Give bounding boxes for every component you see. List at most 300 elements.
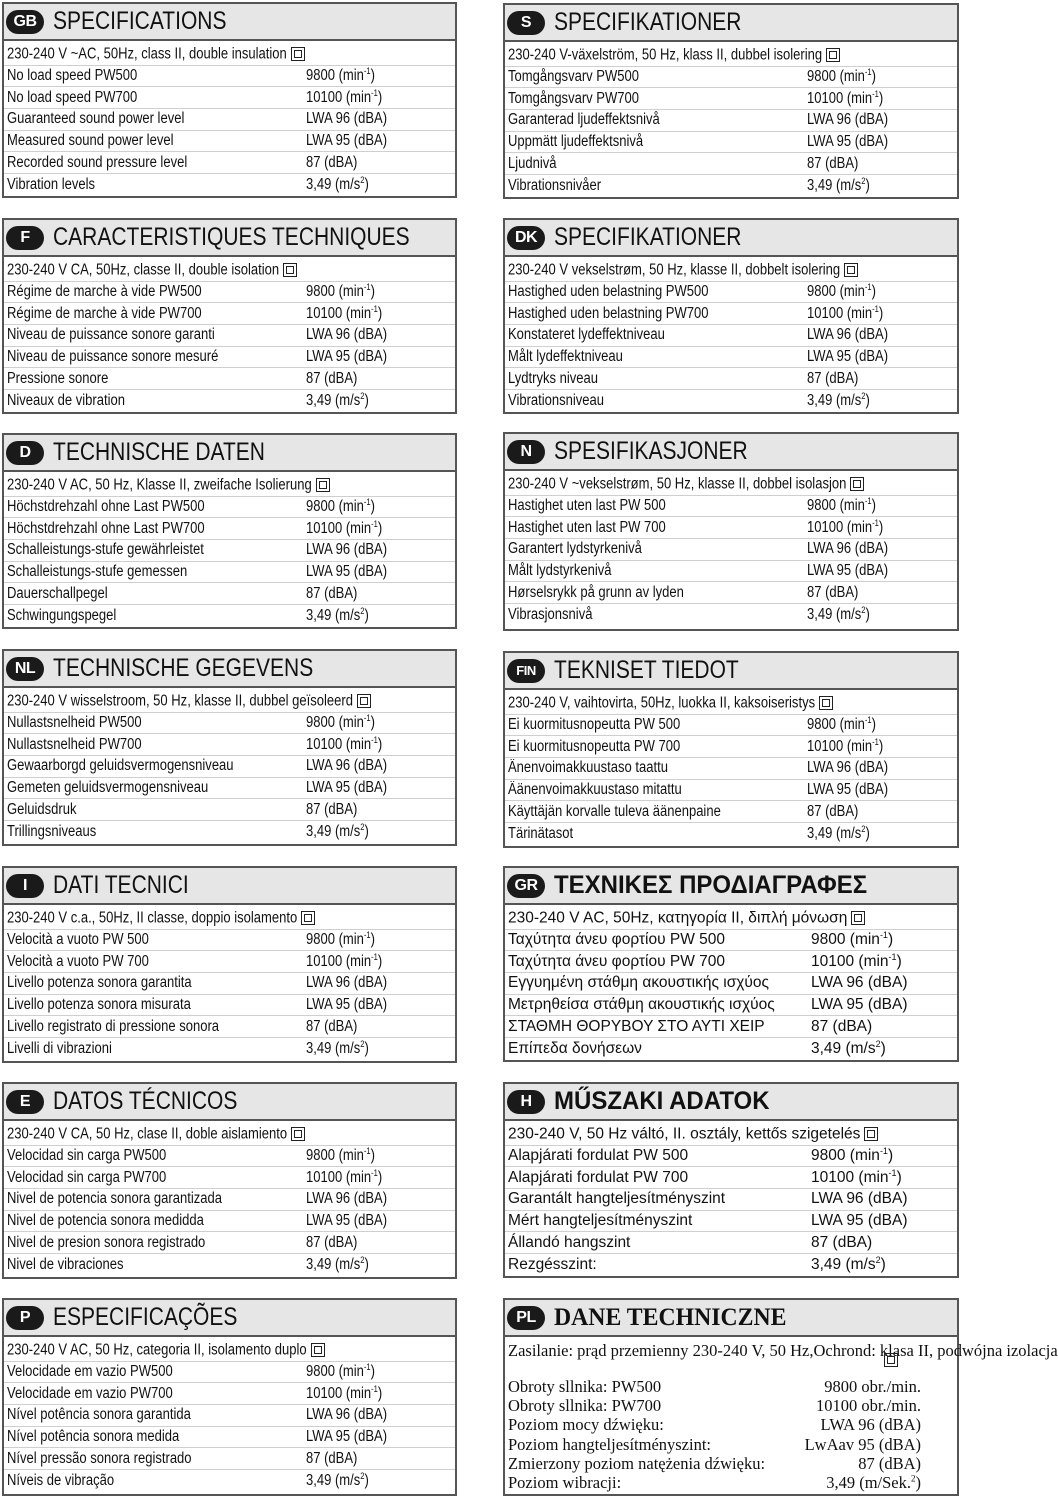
spec-row	[505, 325, 957, 347]
language-badge: PL	[507, 1306, 545, 1330]
supply-text: 230-240 V-växelström, 50 Hz, klass II, dubbel isolering	[508, 46, 823, 64]
spec-value-text	[306, 564, 387, 580]
spec-label	[508, 1190, 725, 1208]
spec-value-exponent: -1	[872, 88, 879, 99]
supply-line-2: Ochrond: klasa II, podwójna izolacja	[813, 1341, 1058, 1360]
spec-value-exponent: 2	[360, 1038, 365, 1049]
spec-value-text	[306, 997, 387, 1013]
spec-value	[811, 953, 902, 971]
spec-value-text	[807, 303, 884, 322]
spec-value	[306, 1256, 381, 1274]
spec-value	[306, 392, 381, 410]
spec-panel-p	[2, 1298, 457, 1496]
spec-value	[306, 996, 402, 1014]
spec-panel-nl	[2, 649, 457, 846]
spec-label	[7, 326, 254, 344]
spec-rows	[4, 41, 455, 196]
spec-label	[508, 716, 713, 734]
panel-header	[4, 651, 455, 688]
spec-label-text: Régime de marche à vide PW500	[7, 283, 202, 301]
spec-row	[505, 995, 957, 1017]
panel-title: TECHNISCHE DATEN	[53, 438, 265, 466]
spec-row	[4, 995, 455, 1017]
spec-value	[306, 154, 367, 172]
language-badge: E	[6, 1090, 44, 1114]
spec-value-text	[306, 586, 357, 602]
spec-value-text	[811, 1169, 902, 1186]
spec-value-text	[816, 1396, 921, 1415]
spec-value-exponent: -1	[363, 1145, 371, 1156]
spec-rows	[4, 1337, 455, 1492]
spec-value-text	[811, 1256, 886, 1273]
spec-value-main: LWA 95 (dBA)	[306, 1428, 388, 1446]
spec-label	[7, 305, 239, 323]
spec-row	[4, 1167, 455, 1189]
spec-label	[7, 132, 205, 150]
spec-label-text: Hastighed uden belastning PW500	[508, 283, 709, 301]
spec-row	[4, 930, 455, 952]
spec-value-close: )	[370, 1147, 375, 1165]
spec-value-text	[807, 175, 870, 194]
spec-value-text	[811, 1190, 907, 1207]
spec-value-exponent: 2	[911, 1473, 916, 1484]
spec-row	[505, 110, 957, 132]
spec-row	[505, 1146, 957, 1168]
supply-text: 230-240 V AC, 50 Hz, categoria II, isolamento duplo	[7, 1341, 307, 1359]
spec-label	[7, 1450, 227, 1468]
spec-value-main: LWA 95 (dBA)	[306, 996, 388, 1014]
spec-value-main: 87 (dBA)	[306, 369, 358, 387]
supply-text: 230-240 V vekselstrøm, 50 Hz, klasse II, dobbelt isolering	[508, 261, 841, 279]
spec-label-text: Ei kuormitusnopeutta PW 700	[508, 737, 681, 755]
spec-value-text	[807, 604, 870, 623]
spec-row	[4, 756, 455, 778]
spec-row	[4, 347, 455, 369]
panel-header	[4, 435, 455, 472]
spec-row	[4, 1448, 455, 1470]
spec-value-text	[807, 390, 870, 409]
spec-value-text	[807, 804, 858, 820]
spec-label-text: Nullastsnelheid PW700	[7, 735, 142, 753]
spec-value	[306, 1406, 402, 1424]
spec-value	[306, 714, 388, 732]
spec-value-main: LWA 96 (dBA)	[807, 759, 889, 777]
spec-row	[505, 582, 957, 604]
spec-label	[7, 392, 147, 410]
spec-rows	[4, 688, 455, 843]
language-badge: H	[507, 1090, 545, 1114]
spec-value	[306, 953, 397, 971]
spec-value	[807, 716, 889, 734]
spec-value	[811, 1212, 907, 1230]
spec-row	[4, 1254, 455, 1276]
spec-row	[4, 1427, 455, 1449]
spec-label	[508, 996, 775, 1014]
spec-value-text	[811, 1212, 907, 1229]
spec-panel-gb	[2, 2, 457, 198]
spec-row	[505, 1473, 957, 1492]
spec-value	[807, 392, 882, 410]
spec-value-exponent: 2	[861, 823, 866, 834]
spec-label-text: Poziom wibracji:	[508, 1473, 622, 1493]
spec-row	[4, 174, 455, 196]
spec-value	[306, 283, 388, 301]
spec-label-text: Vibration levels	[7, 175, 96, 193]
supply-row	[4, 691, 455, 713]
spec-value-text	[306, 133, 387, 149]
spec-value-main: 87 (dBA)	[306, 800, 358, 818]
spec-row	[4, 1146, 455, 1168]
spec-value	[306, 1385, 397, 1403]
spec-label	[7, 1472, 135, 1490]
spec-value-text	[306, 802, 357, 818]
spec-label	[7, 953, 176, 971]
spec-label-text: Nivel de potencia sonora garantizada	[7, 1190, 222, 1208]
spec-value-exponent: -1	[371, 951, 378, 962]
spec-value-main: LWA 95 (dBA)	[811, 996, 908, 1014]
spec-label-text: Obroty sllnika: PW500	[508, 1376, 662, 1396]
spec-value-main: LWA 96 (dBA)	[306, 1406, 388, 1424]
spec-value-main: LWA 96 (dBA)	[807, 540, 889, 558]
spec-value	[306, 1040, 381, 1058]
spec-value-text	[306, 1145, 375, 1165]
spec-label	[508, 1454, 765, 1474]
spec-label-text: Målt lydstyrkenivå	[508, 562, 612, 580]
spec-label	[508, 392, 622, 410]
spec-value-text	[811, 931, 893, 948]
spec-value-main: 10100 (min	[306, 1168, 372, 1186]
spec-value-text	[306, 734, 383, 753]
spec-label	[7, 1406, 226, 1424]
spec-row	[505, 132, 957, 154]
spec-value-text	[807, 112, 888, 128]
spec-row	[4, 152, 455, 174]
spec-label-text: Garantert lydstyrkenivå	[508, 540, 642, 558]
spec-label-text: Nullastsnelheid PW500	[7, 714, 142, 732]
spec-value-exponent: -1	[888, 1167, 897, 1178]
spec-rows	[4, 257, 455, 412]
spec-label-text: Trillingsniveaus	[7, 822, 97, 840]
spec-panel-dk	[503, 218, 959, 414]
spec-value-main: 10100 (min	[306, 735, 372, 753]
spec-value-close: )	[880, 1255, 886, 1273]
spec-panel-i	[2, 866, 457, 1063]
spec-value-close: )	[370, 931, 375, 949]
spec-value-close: )	[370, 498, 375, 516]
panel-title: TECHNISCHE GEGEVENS	[53, 654, 314, 682]
spec-value-exponent: -1	[363, 65, 371, 76]
spec-label-text: Velocidade em vazio PW500	[7, 1363, 173, 1381]
supply-row	[4, 260, 455, 282]
spec-row	[4, 562, 455, 584]
language-badge: DK	[507, 226, 545, 250]
spec-row	[505, 282, 957, 304]
spec-row	[4, 282, 455, 304]
spec-row	[4, 1211, 455, 1233]
spec-value-main: 9800 (min	[306, 283, 364, 301]
spec-value-main: LWA 95 (dBA)	[807, 781, 889, 799]
double-insulation-icon	[311, 1343, 325, 1357]
spec-rows	[4, 1121, 455, 1276]
spec-row	[4, 368, 455, 390]
spec-label	[7, 283, 239, 301]
spec-row	[4, 390, 455, 412]
spec-value-text	[306, 155, 357, 171]
spec-label-text: Nivel de vibraciones	[7, 1255, 124, 1273]
spec-rows	[505, 257, 957, 412]
spec-value-close: )	[887, 1147, 894, 1165]
spec-label	[7, 714, 167, 732]
spec-value-text	[807, 156, 858, 172]
spec-value-text	[306, 303, 383, 322]
spec-row	[505, 496, 957, 518]
spec-value	[306, 498, 388, 516]
spec-value	[306, 1363, 388, 1381]
spec-row	[505, 823, 957, 845]
spec-label	[508, 370, 615, 388]
spec-label-text: Zmierzony poziom natężenia dźwięku:	[508, 1453, 766, 1473]
supply-label	[508, 911, 847, 927]
supply-text: 230-240 V AC, 50 Hz, Klasse II, zweifache Isolierung	[7, 476, 312, 494]
spec-label	[508, 974, 769, 992]
spec-value-close: )	[880, 1039, 886, 1057]
spec-value-main: LWA 95 (dBA)	[306, 779, 388, 797]
spec-value	[306, 823, 381, 841]
spec-value	[306, 520, 397, 538]
spec-label-text: Schalleistungs-stufe gemessen	[7, 563, 188, 581]
supply-row	[4, 908, 455, 930]
spec-label	[508, 519, 696, 537]
spec-label-text: Επίπεδα δονήσεων	[508, 1039, 642, 1057]
spec-label-text: Niveaux de vibration	[7, 391, 125, 409]
spec-label-text: Recorded sound pressure level	[7, 153, 188, 171]
spec-value-exponent: -1	[888, 951, 897, 962]
spec-value	[306, 541, 402, 559]
panel-title: DATI TECNICI	[53, 871, 189, 899]
spec-value-main: 10100 (min	[807, 737, 873, 755]
panel-header	[505, 653, 957, 690]
spec-label-text: Alapjárati fordulat PW 500	[508, 1147, 689, 1165]
spec-value	[811, 1234, 872, 1252]
spec-label	[7, 1212, 241, 1230]
spec-value-text	[306, 712, 375, 732]
spec-label	[7, 541, 241, 559]
spec-value-exponent: 2	[861, 390, 866, 401]
spec-label	[7, 1169, 197, 1187]
spec-value	[811, 1018, 872, 1036]
spec-row	[4, 1383, 455, 1405]
spec-label-text: Änenvoimakkuustaso taattu	[508, 759, 668, 777]
panel-header	[505, 5, 957, 42]
spec-row	[4, 1362, 455, 1384]
spec-label-text: Ljudnivå	[508, 154, 557, 172]
spec-value-text	[306, 975, 387, 991]
spec-value-main: 87 (dBA)	[858, 1453, 921, 1473]
spec-value	[306, 585, 367, 603]
spec-label	[7, 585, 127, 603]
supply-text: 230-240 V ~AC, 50Hz, class II, double insulation	[7, 45, 287, 63]
double-insulation-icon	[316, 478, 330, 492]
spec-label-text: Εγγυημένη στάθμη ακουστικής ισχύος	[508, 974, 769, 992]
spec-value-text	[811, 1018, 872, 1035]
spec-value	[807, 738, 898, 756]
spec-value-close: )	[865, 824, 870, 842]
spec-value-text	[807, 760, 888, 776]
spec-value-text	[306, 780, 387, 796]
spec-value	[306, 607, 381, 625]
spec-label	[7, 1018, 259, 1036]
spec-value-main: 9800 (min	[807, 68, 865, 86]
spec-value	[306, 1147, 388, 1165]
spec-row	[4, 325, 455, 347]
spec-label-text: Schalleistungs-stufe gewährleistet	[7, 541, 204, 559]
spec-label-text: Poziom hangteljesítményszint:	[508, 1434, 712, 1454]
spec-value-text	[807, 714, 876, 734]
spec-value	[826, 1473, 921, 1493]
spec-value	[306, 1018, 367, 1036]
spec-value	[306, 563, 402, 581]
language-badge: GB	[6, 10, 44, 34]
spec-row	[505, 1254, 957, 1276]
spec-row	[4, 303, 455, 325]
spec-value	[306, 176, 381, 194]
spec-value	[816, 1396, 921, 1416]
spec-row	[505, 175, 957, 197]
spec-label-text: Tomgångsvarv PW700	[508, 89, 639, 107]
spec-label-text: Nível potência sonora medida	[7, 1428, 180, 1446]
spec-label-text: Velocidad sin carga PW500	[7, 1147, 167, 1165]
supply-text: 230-240 V, vaihtovirta, 50Hz, luokka II, kaksoiseristys	[508, 694, 816, 712]
spec-rows	[505, 905, 957, 1060]
spec-value-text	[306, 1451, 357, 1467]
spec-value	[807, 90, 898, 108]
spec-value-text	[306, 281, 375, 301]
spec-value-close: )	[915, 1473, 921, 1493]
spec-value-close: )	[364, 1255, 369, 1273]
language-badge: F	[6, 226, 44, 250]
spec-value	[811, 1169, 902, 1187]
spec-value-text	[807, 495, 876, 515]
panel-title: DATOS TÉCNICOS	[53, 1087, 238, 1115]
spec-label-text: Ταχύτητα άνευ φορτίου PW 500	[508, 931, 726, 949]
spec-row	[4, 778, 455, 800]
spec-label	[508, 759, 698, 777]
spec-row	[505, 758, 957, 780]
spec-label	[508, 1415, 664, 1435]
spec-label-text: Vibrasjonsnivå	[508, 605, 593, 623]
spec-value-main: LWA 96 (dBA)	[811, 974, 908, 992]
spec-label-text: Nível pressão sonora registrado	[7, 1449, 192, 1467]
spec-label-text: Hørselsrykk på grunn av lyden	[508, 583, 684, 601]
spec-value-text	[306, 349, 387, 365]
spec-panel-pl	[503, 1298, 1058, 1496]
spec-value-main: LWA 96 (dBA)	[306, 974, 388, 992]
spec-value	[807, 803, 868, 821]
spec-row	[505, 517, 957, 539]
spec-value-text	[306, 1254, 369, 1273]
panel-title: ESPECIFICAÇÕES	[53, 1303, 238, 1331]
spec-label-text: Geluidsdruk	[7, 800, 77, 818]
spec-value	[807, 370, 868, 388]
spec-row	[505, 1167, 957, 1189]
spec-value-main: 10100 obr./min.	[816, 1395, 921, 1415]
language-badge: NL	[6, 657, 44, 681]
spec-value	[306, 348, 402, 366]
spec-value-text	[306, 1191, 387, 1207]
spec-label	[7, 154, 222, 172]
spec-value-text	[811, 974, 907, 991]
spec-label-text: Niveau de puissance sonore mesuré	[7, 348, 219, 366]
spec-label	[7, 1428, 212, 1446]
spec-row	[4, 1470, 455, 1492]
panel-title: SPECIFICATIONS	[53, 7, 227, 35]
spec-value-main: 3,49 (m/s	[306, 1039, 361, 1057]
spec-value-exponent: 2	[360, 390, 365, 401]
spec-label	[7, 1234, 243, 1252]
panel-header	[4, 1084, 455, 1121]
spec-row	[4, 109, 455, 131]
supply-label	[508, 1341, 1058, 1360]
spec-label	[508, 177, 619, 195]
spec-label-text: Hastighet uten last PW 500	[508, 497, 666, 515]
spec-value	[811, 1040, 886, 1058]
spec-rows	[505, 1121, 957, 1276]
double-insulation-icon	[819, 696, 833, 710]
double-insulation-icon	[850, 477, 864, 491]
spec-label-text: Garanterad ljudeffektsnivå	[508, 111, 660, 129]
spec-value-main: 87 (dBA)	[306, 1449, 358, 1467]
spec-value	[807, 133, 903, 151]
spec-row	[4, 821, 455, 843]
spec-value-text	[811, 953, 902, 970]
spec-rows	[505, 1337, 1058, 1493]
spec-value-exponent: -1	[363, 281, 371, 292]
spec-panel-s	[503, 3, 959, 199]
spec-value-main: 9800 (min	[807, 716, 865, 734]
spec-value	[820, 1415, 921, 1435]
spec-label-text: Ταχύτητα άνευ φορτίου PW 700	[508, 952, 726, 970]
panel-header	[505, 434, 957, 471]
spec-value	[807, 825, 882, 843]
supply-row	[505, 908, 957, 930]
spec-label	[7, 757, 277, 775]
supply-text: 230-240 V CA, 50 Hz, clase II, doble aislamiento	[7, 1125, 288, 1143]
spec-value-exponent: -1	[363, 496, 371, 507]
spec-value-close: )	[377, 88, 383, 106]
spec-row	[4, 799, 455, 821]
spec-value	[807, 540, 903, 558]
spec-label	[508, 68, 664, 86]
panel-title: TEKNISET TIEDOT	[554, 656, 739, 684]
spec-value-main: LWA 95 (dBA)	[306, 348, 388, 366]
spec-value-main: 10100 (min	[811, 952, 889, 970]
spec-label	[508, 584, 717, 602]
spec-value-main: 87 (dBA)	[807, 369, 859, 387]
spec-row	[505, 1016, 957, 1038]
spec-value-text	[807, 585, 858, 601]
spec-label	[7, 370, 128, 388]
spec-value-close: )	[370, 714, 375, 732]
spec-value	[306, 89, 397, 107]
spec-value-main: LWA 95 (dBA)	[306, 563, 388, 581]
spec-label	[7, 823, 113, 841]
panel-title: SPESIFIKASJONER	[554, 437, 748, 465]
spec-row	[4, 951, 455, 973]
spec-value-text	[805, 1435, 921, 1454]
spec-value-text	[306, 821, 369, 840]
spec-value-close: )	[364, 1471, 369, 1489]
spec-label	[508, 1018, 765, 1036]
